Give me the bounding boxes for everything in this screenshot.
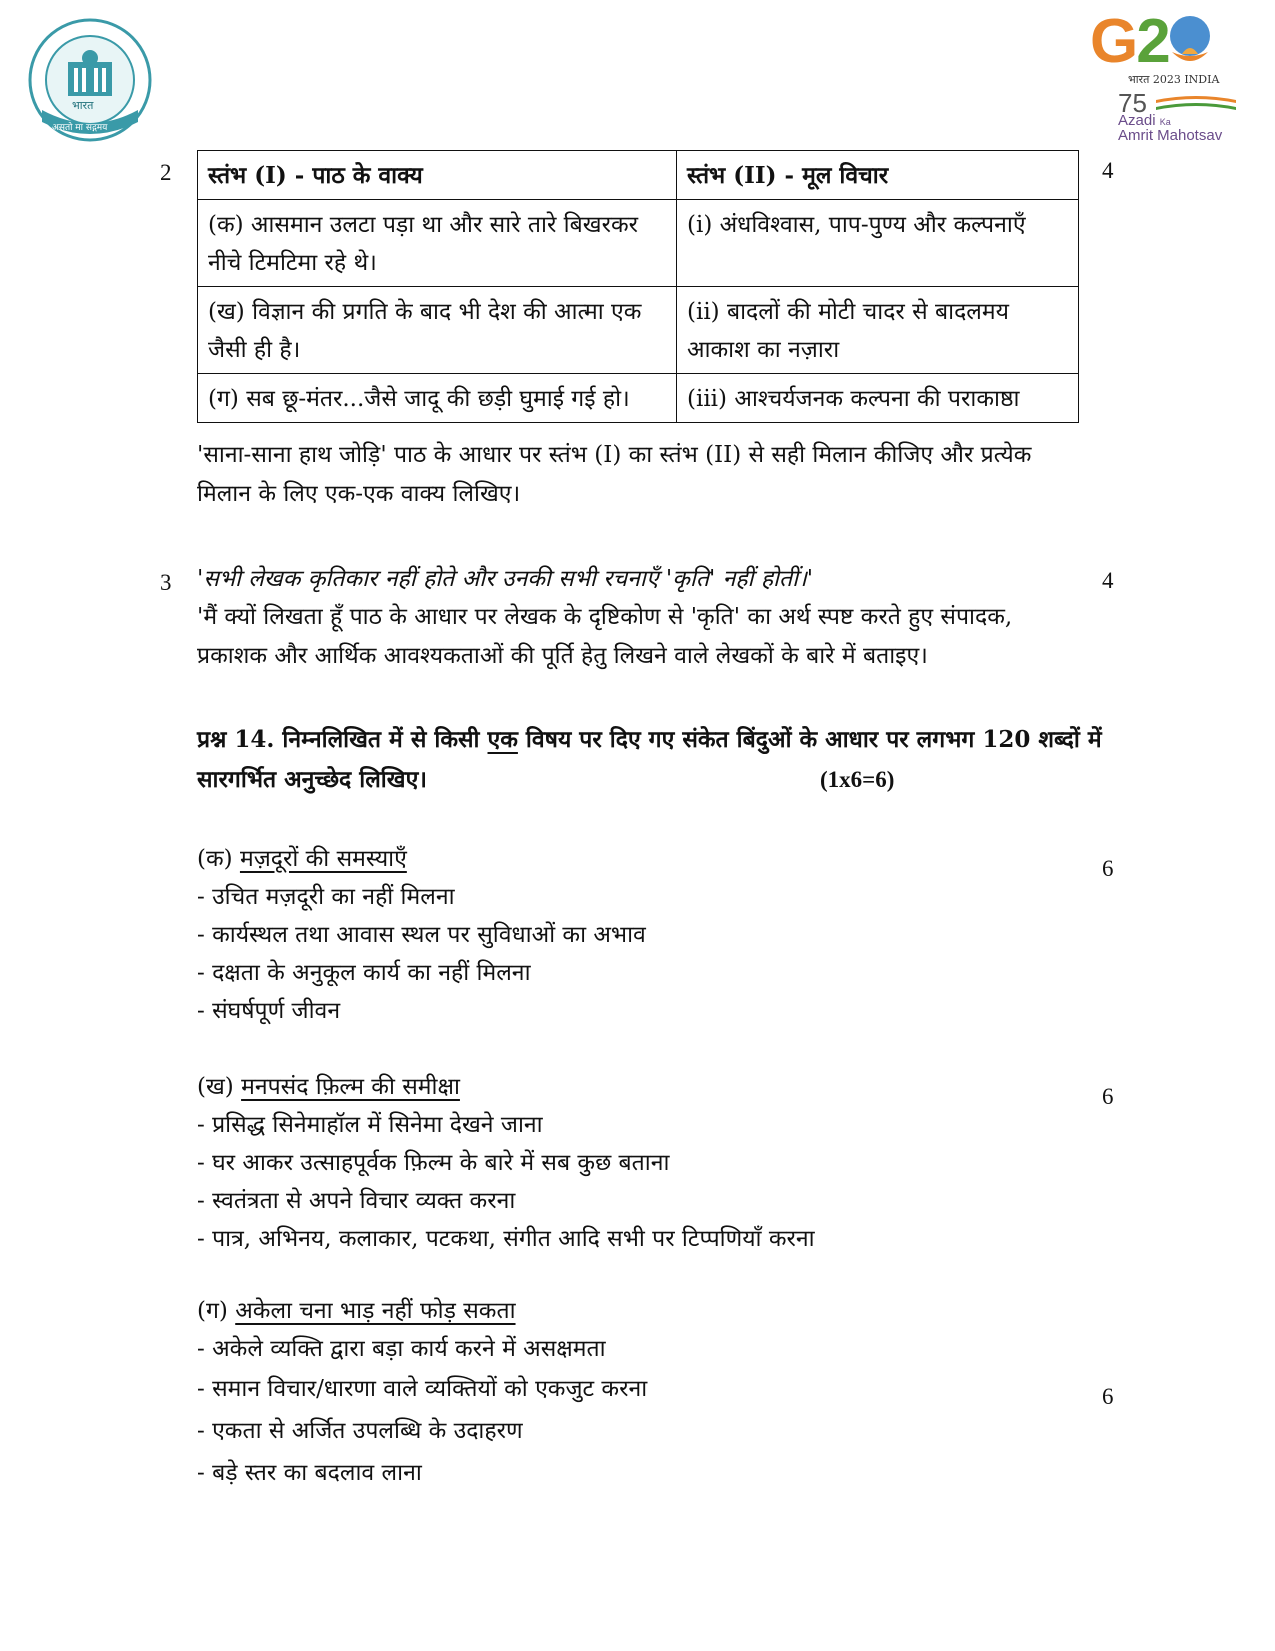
question-14-heading-line2: सारगर्भित अनुच्छेद लिखिए। [197, 766, 428, 793]
list-item: - अकेले व्यक्ति द्वारा बड़ा कार्य करने में असक्षमता [197, 1336, 606, 1362]
table-cell: (ii) बादलों की मोटी चादर से बादलमय आकाश का नज़ारा [677, 287, 1079, 374]
g20-subtitle: भारत 2023 INDIA [1128, 73, 1220, 86]
question-14-marks-formula: (1x6=6) [820, 767, 895, 792]
cbse-country: भारत [72, 99, 94, 112]
question-2-marks: 4 [1102, 158, 1114, 183]
table-cell: (ग) सब छू-मंतर...जैसे जादू की छड़ी घुमाई गई हो। [198, 374, 677, 423]
question-2-number: 2 [160, 160, 172, 185]
topic-label: (ख) [197, 1074, 234, 1100]
list-item: - प्रसिद्ध सिनेमाहॉल में सिनेमा देखने जाना [197, 1112, 543, 1138]
topic-title: अकेला चना भाड़ नहीं फोड़ सकता [235, 1298, 516, 1324]
topic-ka-marks: 6 [1102, 856, 1114, 881]
question-14-heading-part2: विषय पर दिए गए संकेत बिंदुओं के आधार पर लगभग 120 शब्दों में [517, 726, 1102, 753]
topic-kha-marks: 6 [1102, 1084, 1114, 1109]
question-14-heading-part1: प्रश्न 14. निम्नलिखित में से किसी [197, 726, 488, 753]
cbse-motto: असतो मा सद्गमय [52, 123, 108, 133]
azadi-ka-amrit-mahotsav-logo [1116, 88, 1256, 146]
azadi-line1: Azadi [1118, 112, 1156, 129]
table-cell: (ख) विज्ञान की प्रगति के बाद भी देश की आत्मा एक जैसी ही है। [198, 287, 677, 374]
question-3-marks: 4 [1102, 568, 1114, 593]
lotus-globe-icon [1164, 12, 1216, 68]
table-cell: (क) आसमान उलटा पड़ा था और सारे तारे बिखरकर नीचे टिमटिमा रहे थे। [198, 200, 677, 287]
table-row [198, 200, 1079, 287]
azadi-ka: Ka [1159, 117, 1171, 127]
list-item: - बड़े स्तर का बदलाव लाना [197, 1460, 422, 1486]
column-2-header: स्तंभ (II) - मूल विचार [677, 151, 1079, 200]
table-cell: (iii) आश्चर्यजनक कल्पना की पराकाष्ठा [677, 374, 1079, 423]
question-14-heading-ek: एक [487, 726, 518, 753]
list-item: - समान विचार/धारणा वाले व्यक्तियों को एकजुट करना [197, 1376, 648, 1402]
topic-kha [197, 1068, 815, 1258]
topic-label: (क) [197, 846, 233, 872]
list-item: - स्वतंत्रता से अपने विचार व्यक्त करना [197, 1188, 516, 1214]
topic-label: (ग) [197, 1298, 228, 1324]
list-item: - एकता से अर्जित उपलब्धि के उदाहरण [197, 1418, 523, 1444]
list-item: - दक्षता के अनुकूल कार्य का नहीं मिलना [197, 960, 531, 986]
table-row [198, 374, 1079, 423]
g20-wordmark: G2 [1090, 7, 1169, 76]
table-cell: (i) अंधविश्वास, पाप-पुण्य और कल्पनाएँ [677, 200, 1079, 287]
tricolor-flag-icon [1156, 94, 1236, 114]
azadi-line2: Amrit Mahotsav [1118, 127, 1223, 144]
g20-logo [1090, 6, 1260, 146]
match-table [197, 150, 1079, 423]
list-item: - कार्यस्थल तथा आवास स्थल पर सुविधाओं का अभाव [197, 922, 646, 948]
table-row [198, 287, 1079, 374]
list-item: - घर आकर उत्साहपूर्वक फ़िल्म के बारे में सब कुछ बताना [197, 1150, 670, 1176]
cbse-logo [28, 18, 152, 142]
column-1-header: स्तंभ (I) - पाठ के वाक्य [198, 151, 677, 200]
list-item: - उचित मज़दूरी का नहीं मिलना [197, 884, 455, 910]
question-3-text: 'मैं क्यों लिखता हूँ पाठ के आधार पर लेखक के दृष्टिकोण से 'कृति' का अर्थ स्पष्ट करते हुए संपादक, प्रकाशक और आर्थिक आवश्यकताओं की पूर्ति हेतु लिखने वाले लेखकों के बारे में बताइए। [197, 604, 1013, 669]
list-item: - संघर्षपूर्ण जीवन [197, 998, 341, 1024]
azadi-number: 75 [1118, 88, 1147, 118]
question-2-instruction: 'साना-साना हाथ जोड़ि' पाठ के आधार पर स्तंभ (I) का स्तंभ (II) से सही मिलान कीजिए और प्रत्येक मिलान के लिए एक-एक वाक्य लिखिए। [197, 442, 1032, 507]
table-header-row [198, 151, 1079, 200]
topic-ga-marks: 6 [1102, 1384, 1114, 1409]
question-3-number: 3 [160, 570, 172, 595]
topic-ga [197, 1292, 647, 1494]
list-item: - पात्र, अभिनय, कलाकार, पटकथा, संगीत आदि सभी पर टिप्पणियाँ करना [197, 1226, 815, 1252]
topic-title: मनपसंद फ़िल्म की समीक्षा [241, 1074, 460, 1100]
question-3-quote: 'सभी लेखक कृतिकार नहीं होते और उनकी सभी रचनाएँ 'कृति' नहीं होतीं।' [197, 566, 814, 592]
topic-title: मज़दूरों की समस्याएँ [239, 846, 407, 872]
topic-ka [197, 840, 646, 1030]
question-14-heading [197, 720, 1102, 760]
